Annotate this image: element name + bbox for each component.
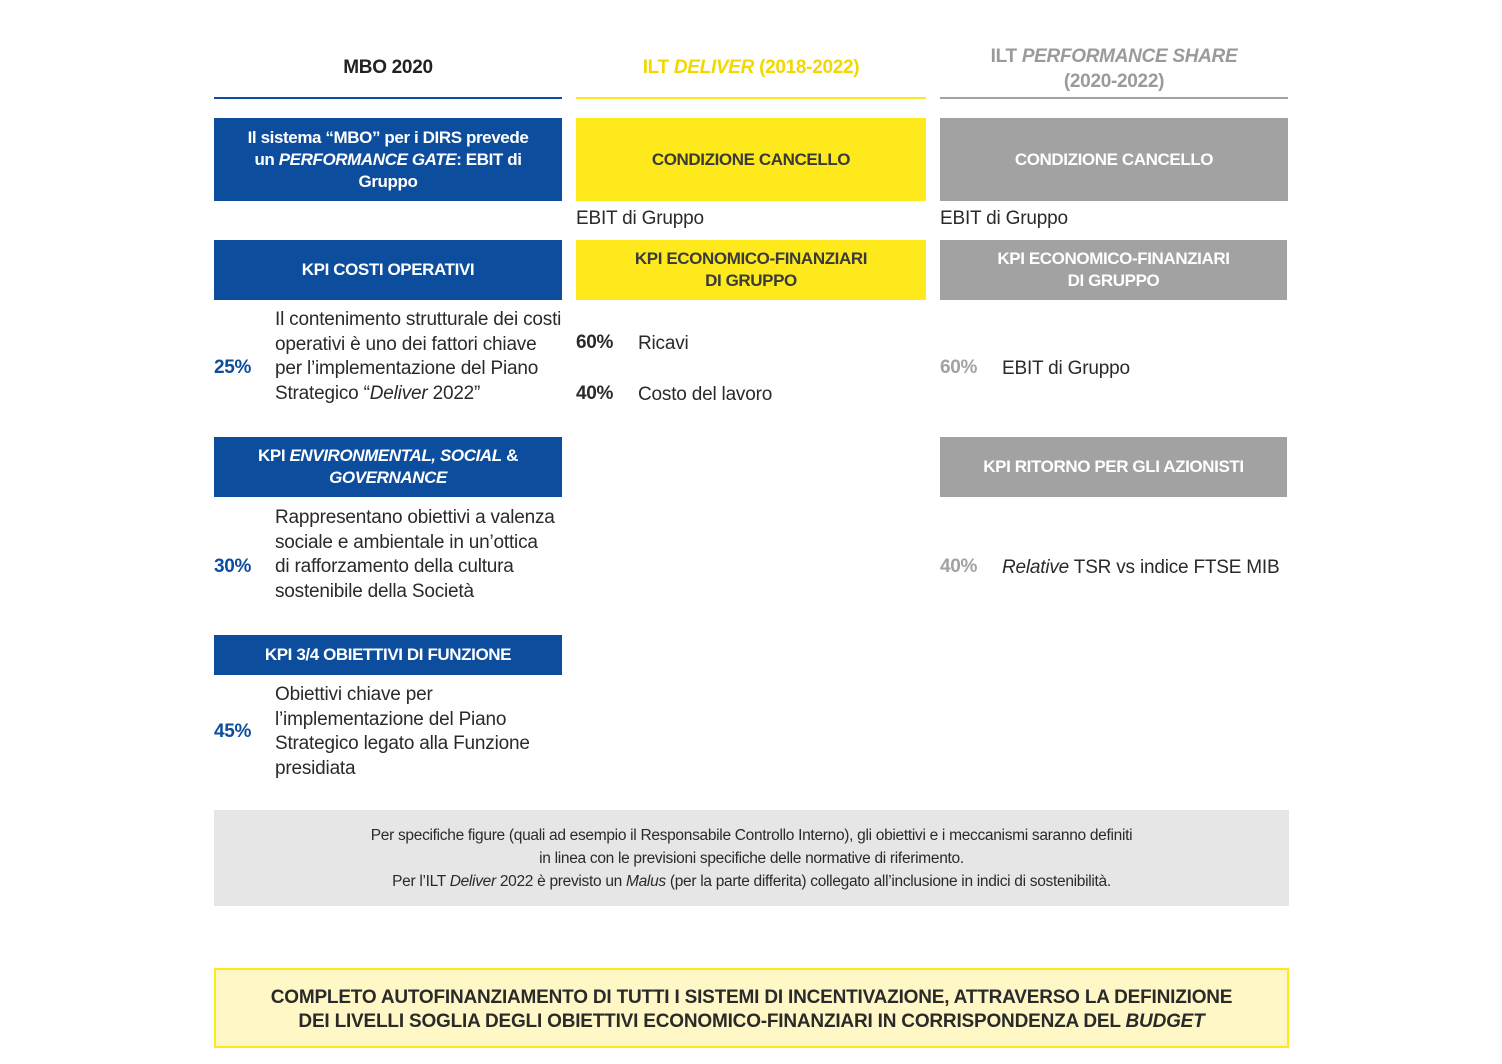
deliver-gate-box (576, 118, 926, 201)
deliver-item-ricavi-label: Ricavi (638, 333, 689, 354)
note-line3-e: (per la parte differita) collegato all’inclusione in indici di sostenibilità. (665, 873, 1111, 890)
performance-tsr-rest: TSR vs indice FTSE MIB (1069, 557, 1280, 578)
performance-item-tsr-pct: 40% (940, 556, 978, 577)
performance-title-prefix: ILT (990, 46, 1022, 67)
kpi-funzione-box (214, 635, 562, 675)
deliver-kpi-box (576, 240, 926, 300)
performance-kpi-box (940, 240, 1287, 300)
note-line1: Per specifiche figure (quali ad esempio il Responsabile Controllo Interno), gli obiettivi e i meccanismi saranno definiti (370, 827, 1133, 844)
mbo-gate-line2-suffix: : EBIT di (456, 149, 522, 169)
kpi-costi-text-b: 2022” (427, 382, 481, 404)
deliver-kpi-line1: KPI ECONOMICO-FINANZIARI (634, 249, 868, 268)
note-line3-a: Per l’ILT (392, 873, 450, 890)
kpi-esg-label-italic: ENVIRONMENTAL, SOCIAL (289, 446, 502, 465)
kpi-funzione-label: KPI 3/4 OBIETTIVI DI FUNZIONE (264, 645, 512, 664)
deliver-item-ricavi-pct: 60% (576, 332, 614, 353)
performance-gate-text: EBIT di Gruppo (940, 208, 1068, 229)
performance-gate-box (940, 118, 1288, 201)
deliver-title-prefix: ILT (642, 57, 674, 78)
mbo-gate-line3: Gruppo (358, 171, 418, 191)
mbo-gate-line2-italic: PERFORMANCE GATE (278, 149, 457, 169)
performance-gate-label: CONDIZIONE CANCELLO (1014, 149, 1214, 169)
performance-kpi-line2: DI GRUPPO (1067, 271, 1160, 290)
performance-tsr-italic: Relative (1002, 557, 1070, 578)
kpi-costi-label: KPI COSTI OPERATIVI (301, 260, 475, 279)
performance-item-ebit-pct: 60% (940, 357, 978, 378)
performance-column-title (940, 44, 1288, 94)
mbo-gate-line2-prefix: un (254, 149, 279, 169)
self-financing-banner (214, 968, 1289, 1048)
note-line2: in linea con le previsioni specifiche delle normative di riferimento. (539, 850, 964, 867)
performance-tsr-label: KPI RITORNO PER GLI AZIONISTI (983, 457, 1244, 476)
deliver-column-title (576, 57, 926, 79)
banner-line2-italic: BUDGET (1125, 1011, 1205, 1032)
kpi-esg-label-suffix: & (501, 446, 518, 465)
deliver-item-costo-pct: 40% (576, 383, 614, 404)
banner-line2 (216, 1010, 1287, 1034)
note-line3-b: Deliver (449, 873, 496, 890)
note-line3 (214, 870, 1289, 893)
performance-item-tsr-label (1002, 556, 1279, 581)
kpi-esg-percentage: 30% (214, 556, 252, 577)
deliver-kpi-line2: DI GRUPPO (705, 271, 797, 290)
kpi-costi-operativi-box (214, 240, 562, 300)
mbo-gate-line1: Il sistema “MBO” per i DIRS prevede (247, 127, 529, 147)
performance-header-underline (940, 97, 1288, 99)
performance-title-years: (2020-2022) (1063, 71, 1165, 92)
performance-title-italic: PERFORMANCE SHARE (1021, 46, 1238, 67)
performance-item-ebit-label: EBIT di Gruppo (1002, 358, 1130, 379)
mbo-performance-gate-box (214, 118, 562, 201)
deliver-gate-text: EBIT di Gruppo (576, 208, 704, 229)
kpi-costi-description (275, 308, 565, 406)
mbo-header-underline (214, 97, 562, 99)
mbo-title-text: MBO 2020 (343, 57, 433, 78)
deliver-title-suffix: (2018-2022) (754, 57, 860, 78)
notes-box (214, 810, 1289, 906)
kpi-funzione-description: Obiettivi chiave per l’implementazione del Piano Strategico legato alla Funzione presidiata (275, 684, 530, 779)
deliver-header-underline (576, 97, 926, 99)
kpi-esg-label-line2: GOVERNANCE (329, 468, 447, 487)
kpi-esg-description: Rappresentano obiettivi a valenza sociale e ambientale in un’ottica di rafforzamento della cultura sostenibile della Società (275, 507, 555, 602)
banner-line2-prefix: DEI LIVELLI SOGLIA DEGLI OBIETTIVI ECONOMICO-FINANZIARI IN CORRISPONDENZA DEL (298, 1011, 1126, 1032)
performance-tsr-box (940, 437, 1287, 497)
kpi-esg-label-prefix: KPI (258, 446, 290, 465)
mbo-column-title (214, 57, 562, 79)
deliver-title-italic: DELIVER (673, 57, 755, 78)
kpi-costi-text-italic: Deliver (369, 382, 428, 404)
deliver-gate-label: CONDIZIONE CANCELLO (651, 149, 851, 169)
note-line3-d: Malus (626, 873, 666, 890)
kpi-costi-percentage: 25% (214, 357, 252, 378)
performance-kpi-line1: KPI ECONOMICO-FINANZIARI (997, 249, 1230, 268)
kpi-costi-text-a: Il contenimento strutturale dei costi operativi è uno dei fattori chiave per l’implementazione del Piano Strategico “ (275, 309, 562, 404)
banner-line1: COMPLETO AUTOFINANZIAMENTO DI TUTTI I SISTEMI DI INCENTIVAZIONE, ATTRAVERSO LA DEFINIZIONE (270, 987, 1233, 1008)
deliver-item-costo-label: Costo del lavoro (638, 384, 773, 405)
kpi-funzione-percentage: 45% (214, 721, 252, 742)
kpi-esg-box (214, 437, 562, 497)
note-line3-c: 2022 è previsto un (495, 873, 626, 890)
